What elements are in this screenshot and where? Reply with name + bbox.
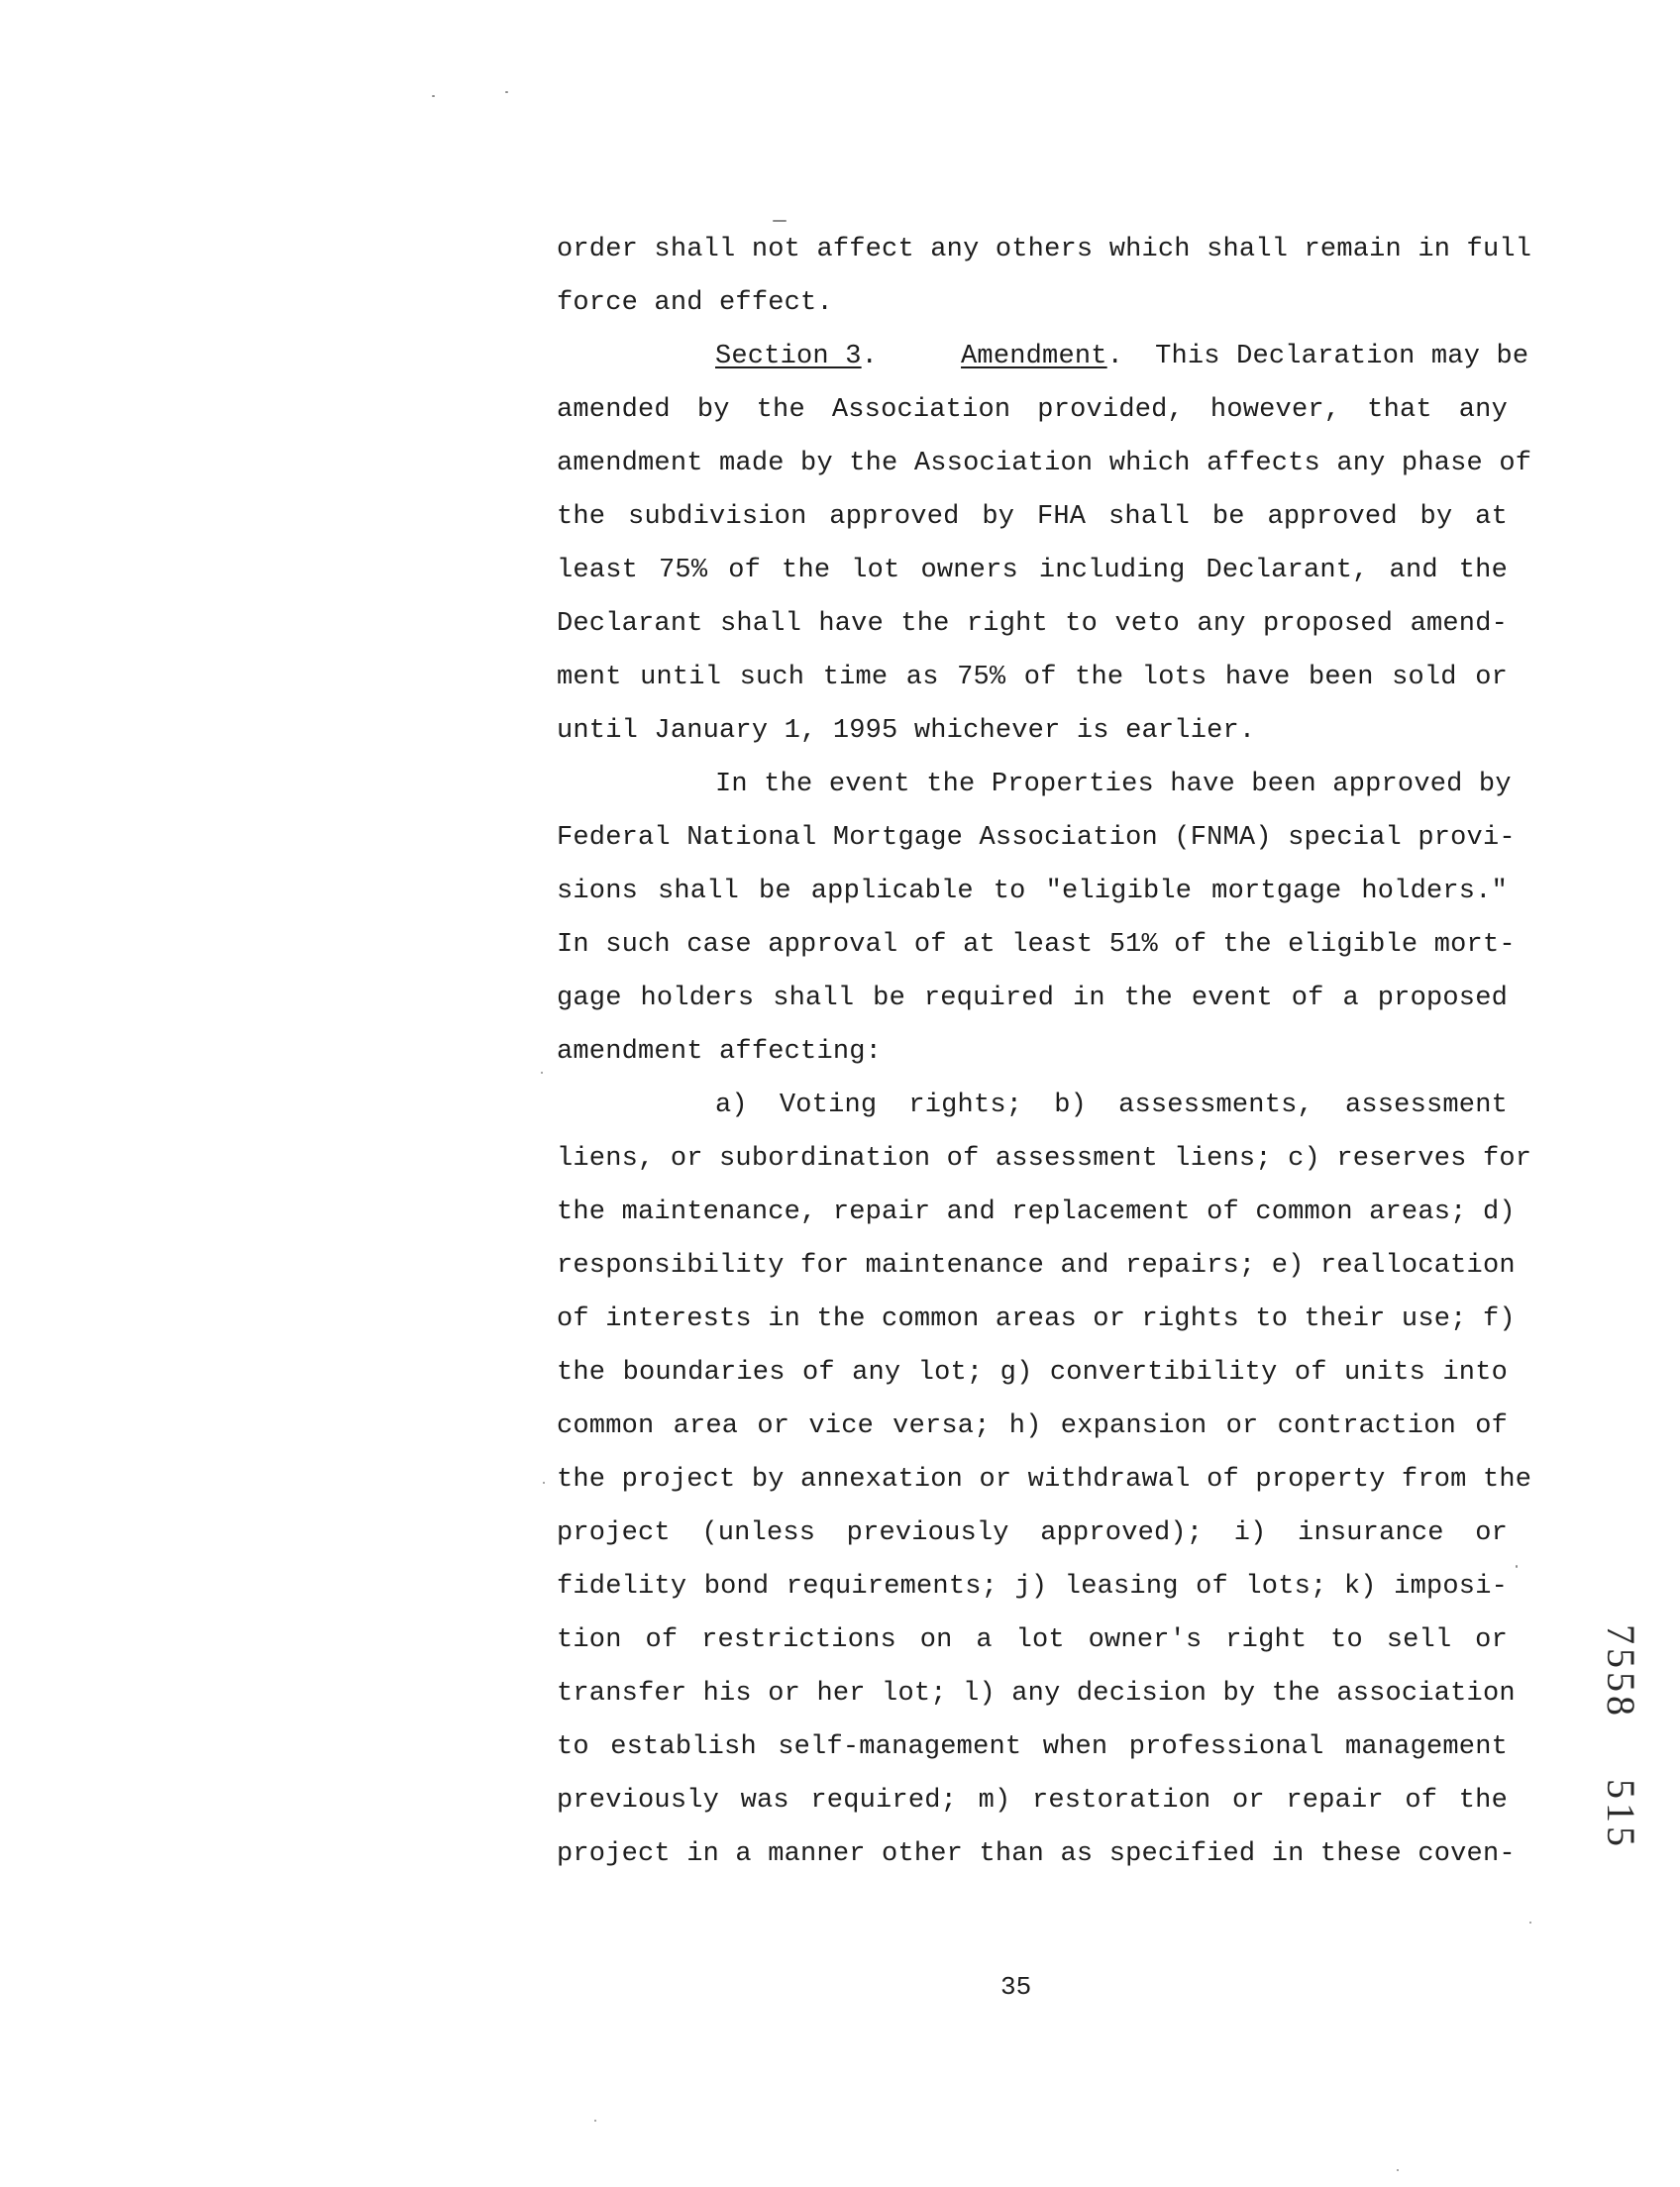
text-line-1: order shall not affect any others which shall remain in full <box>557 235 1532 264</box>
text-line-4: amended by the Association provided, however, that any <box>557 395 1508 425</box>
book-page-stamp <box>1598 1624 1644 1850</box>
text-line-17: a) Voting rights; b) assessments, assessment <box>715 1091 1508 1120</box>
section-intro-text: This Declaration may be <box>1155 342 1529 371</box>
text-line-11: In the event the Properties have been approved by <box>715 770 1512 799</box>
text-line-25: project (unless previously approved); i) insurance or <box>557 1518 1508 1548</box>
text-line-7: least 75% of the lot owners including Declarant, and the <box>557 556 1508 585</box>
scan-speck <box>773 220 787 222</box>
scan-speck <box>1516 1565 1518 1568</box>
text-line-12: Federal National Mortgage Association (FNMA) special provi- <box>557 823 1516 853</box>
text-line-30: previously was required; m) restoration or repair of the <box>557 1786 1508 1816</box>
scan-speck <box>1529 1922 1531 1924</box>
page-number: 35 <box>1000 1972 1032 2002</box>
text-line-19: the maintenance, repair and replacement of common areas; d) <box>557 1198 1516 1227</box>
text-line-24: the project by annexation or withdrawal of property from the <box>557 1465 1532 1495</box>
text-line-13: sions shall be applicable to "eligible mortgage holders." <box>557 877 1508 906</box>
scan-speck <box>541 1072 543 1074</box>
text-line-2: force and effect. <box>557 288 833 318</box>
scan-speck <box>505 91 508 93</box>
section-title-period: . <box>1106 342 1124 371</box>
text-line-23: common area or vice versa; h) expansion or contraction of <box>557 1411 1508 1441</box>
section-label-period: . <box>861 342 879 371</box>
section-title: Amendment <box>961 342 1107 371</box>
page-reference: 515 <box>1599 1779 1643 1850</box>
text-line-10: until January 1, 1995 whichever is earlier. <box>557 716 1256 746</box>
text-line-26: fidelity bond requirements; j) leasing of lots; k) imposi- <box>557 1572 1508 1602</box>
text-line-27: tion of restrictions on a lot owner's right to sell or <box>557 1625 1508 1655</box>
text-line-6: the subdivision approved by FHA shall be approved by at <box>557 502 1508 532</box>
section-heading-line <box>715 341 1529 372</box>
text-line-21: of interests in the common areas or rights to their use; f) <box>557 1304 1516 1334</box>
text-line-5: amendment made by the Association which affects any phase of <box>557 449 1532 478</box>
scan-speck <box>594 2120 596 2122</box>
text-line-14: In such case approval of at least 51% of the eligible mort- <box>557 930 1516 960</box>
scan-speck <box>543 1482 545 1484</box>
text-line-22: the boundaries of any lot; g) convertibility of units into <box>557 1358 1508 1388</box>
book-number: 7558 <box>1599 1624 1643 1719</box>
text-line-15: gage holders shall be required in the event of a proposed <box>557 984 1508 1013</box>
text-line-16: amendment affecting: <box>557 1037 883 1067</box>
text-line-18: liens, or subordination of assessment liens; c) reserves for <box>557 1144 1532 1174</box>
section-label: Section 3 <box>715 342 862 371</box>
text-line-8: Declarant shall have the right to veto any proposed amend- <box>557 609 1508 639</box>
text-line-31: project in a manner other than as specified in these coven- <box>557 1839 1516 1869</box>
text-line-9: ment until such time as 75% of the lots have been sold or <box>557 663 1508 692</box>
text-line-20: responsibility for maintenance and repairs; e) reallocation <box>557 1251 1516 1281</box>
text-line-29: to establish self-management when professional management <box>557 1732 1508 1762</box>
scan-speck <box>432 95 435 97</box>
text-line-28: transfer his or her lot; l) any decision by the association <box>557 1679 1516 1709</box>
scan-speck <box>1397 2169 1399 2171</box>
